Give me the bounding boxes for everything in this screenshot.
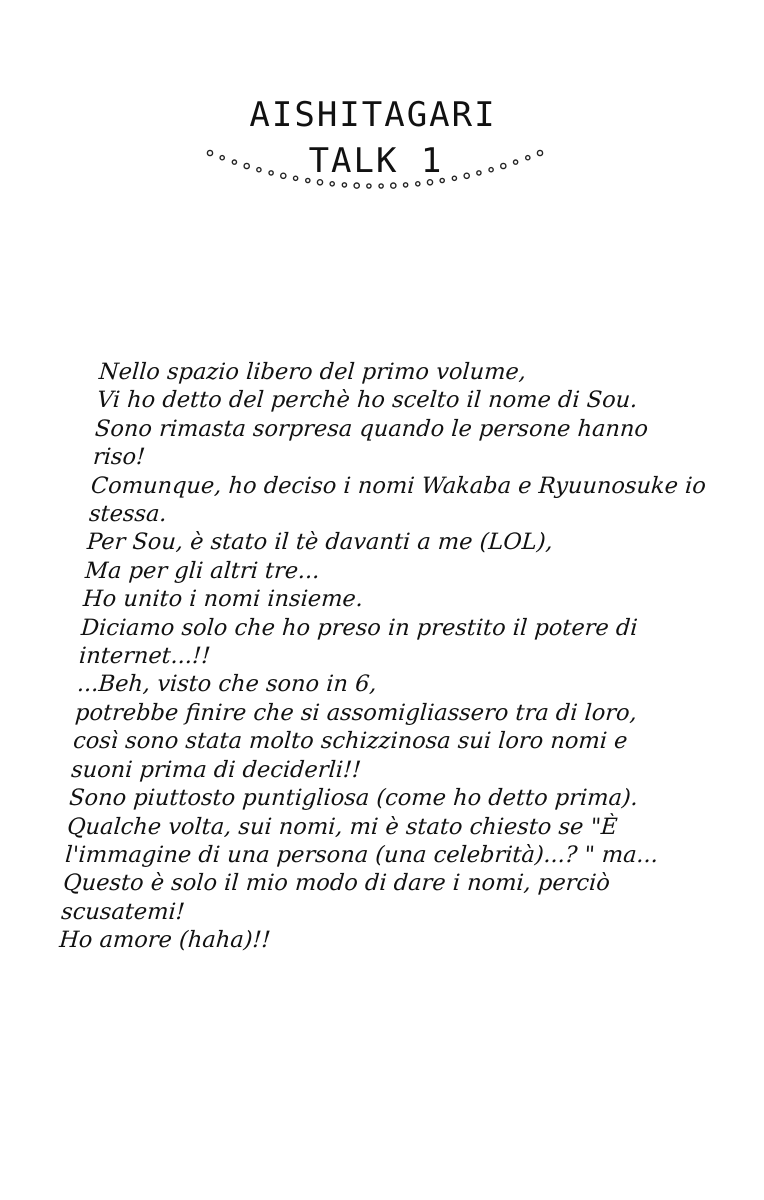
text-line: internet...!!: [78, 643, 212, 670]
title-block: [200, 92, 530, 184]
body-text: [58, 358, 720, 955]
text-line: Ma per gli altri tre...: [84, 557, 321, 584]
page-title: AISHITAGARI: [249, 95, 497, 135]
text-line: Vi ho detto del perchè ho scelto il nome di Sou.: [96, 387, 639, 414]
text-line: Qualche volta, sui nomi, mi è stato chiesto se "È: [66, 813, 619, 840]
text-line: Ho amore (haha)!!: [58, 927, 272, 954]
text-line: riso!: [92, 444, 147, 471]
text-line: Sono piuttosto puntigliosa (come ho detto prima).: [68, 785, 639, 812]
text-line: Comunque, ho deciso i nomi Wakaba e Ryuunosuke io: [90, 472, 707, 499]
text-line: potrebbe finire che si assomigliassero tra di loro,: [74, 699, 638, 726]
arc-dot: [537, 150, 542, 155]
text-line: ...Beh, visto che sono in 6,: [76, 671, 378, 698]
text-line: l'immagine di una persona (una celebrità)...? " ma...: [64, 841, 660, 868]
text-line: Diciamo solo che ho preso in prestito il potere di: [80, 614, 639, 641]
text-line: suoni prima di deciderli!!: [70, 756, 363, 783]
text-line: Ho unito i nomi insieme.: [82, 586, 364, 613]
arc-dot: [379, 184, 383, 188]
text-line: stessa.: [88, 501, 168, 528]
text-line: Nello spazio libero del primo volume,: [98, 359, 527, 385]
text-line: così sono stata molto schizzinosa sui loro nomi e: [72, 728, 629, 755]
text-line: scusatemi!: [60, 898, 186, 925]
text-line: Questo è solo il mio modo di dare i nomi, perciò: [62, 870, 611, 897]
text-line: Sono rimasta sorpresa quando le persone hanno: [94, 415, 649, 442]
page-subtitle: TALK 1: [308, 141, 444, 181]
arc-dot: [367, 184, 371, 188]
text-line: Per Sou, è stato il tè davanti a me (LOL),: [86, 529, 554, 556]
